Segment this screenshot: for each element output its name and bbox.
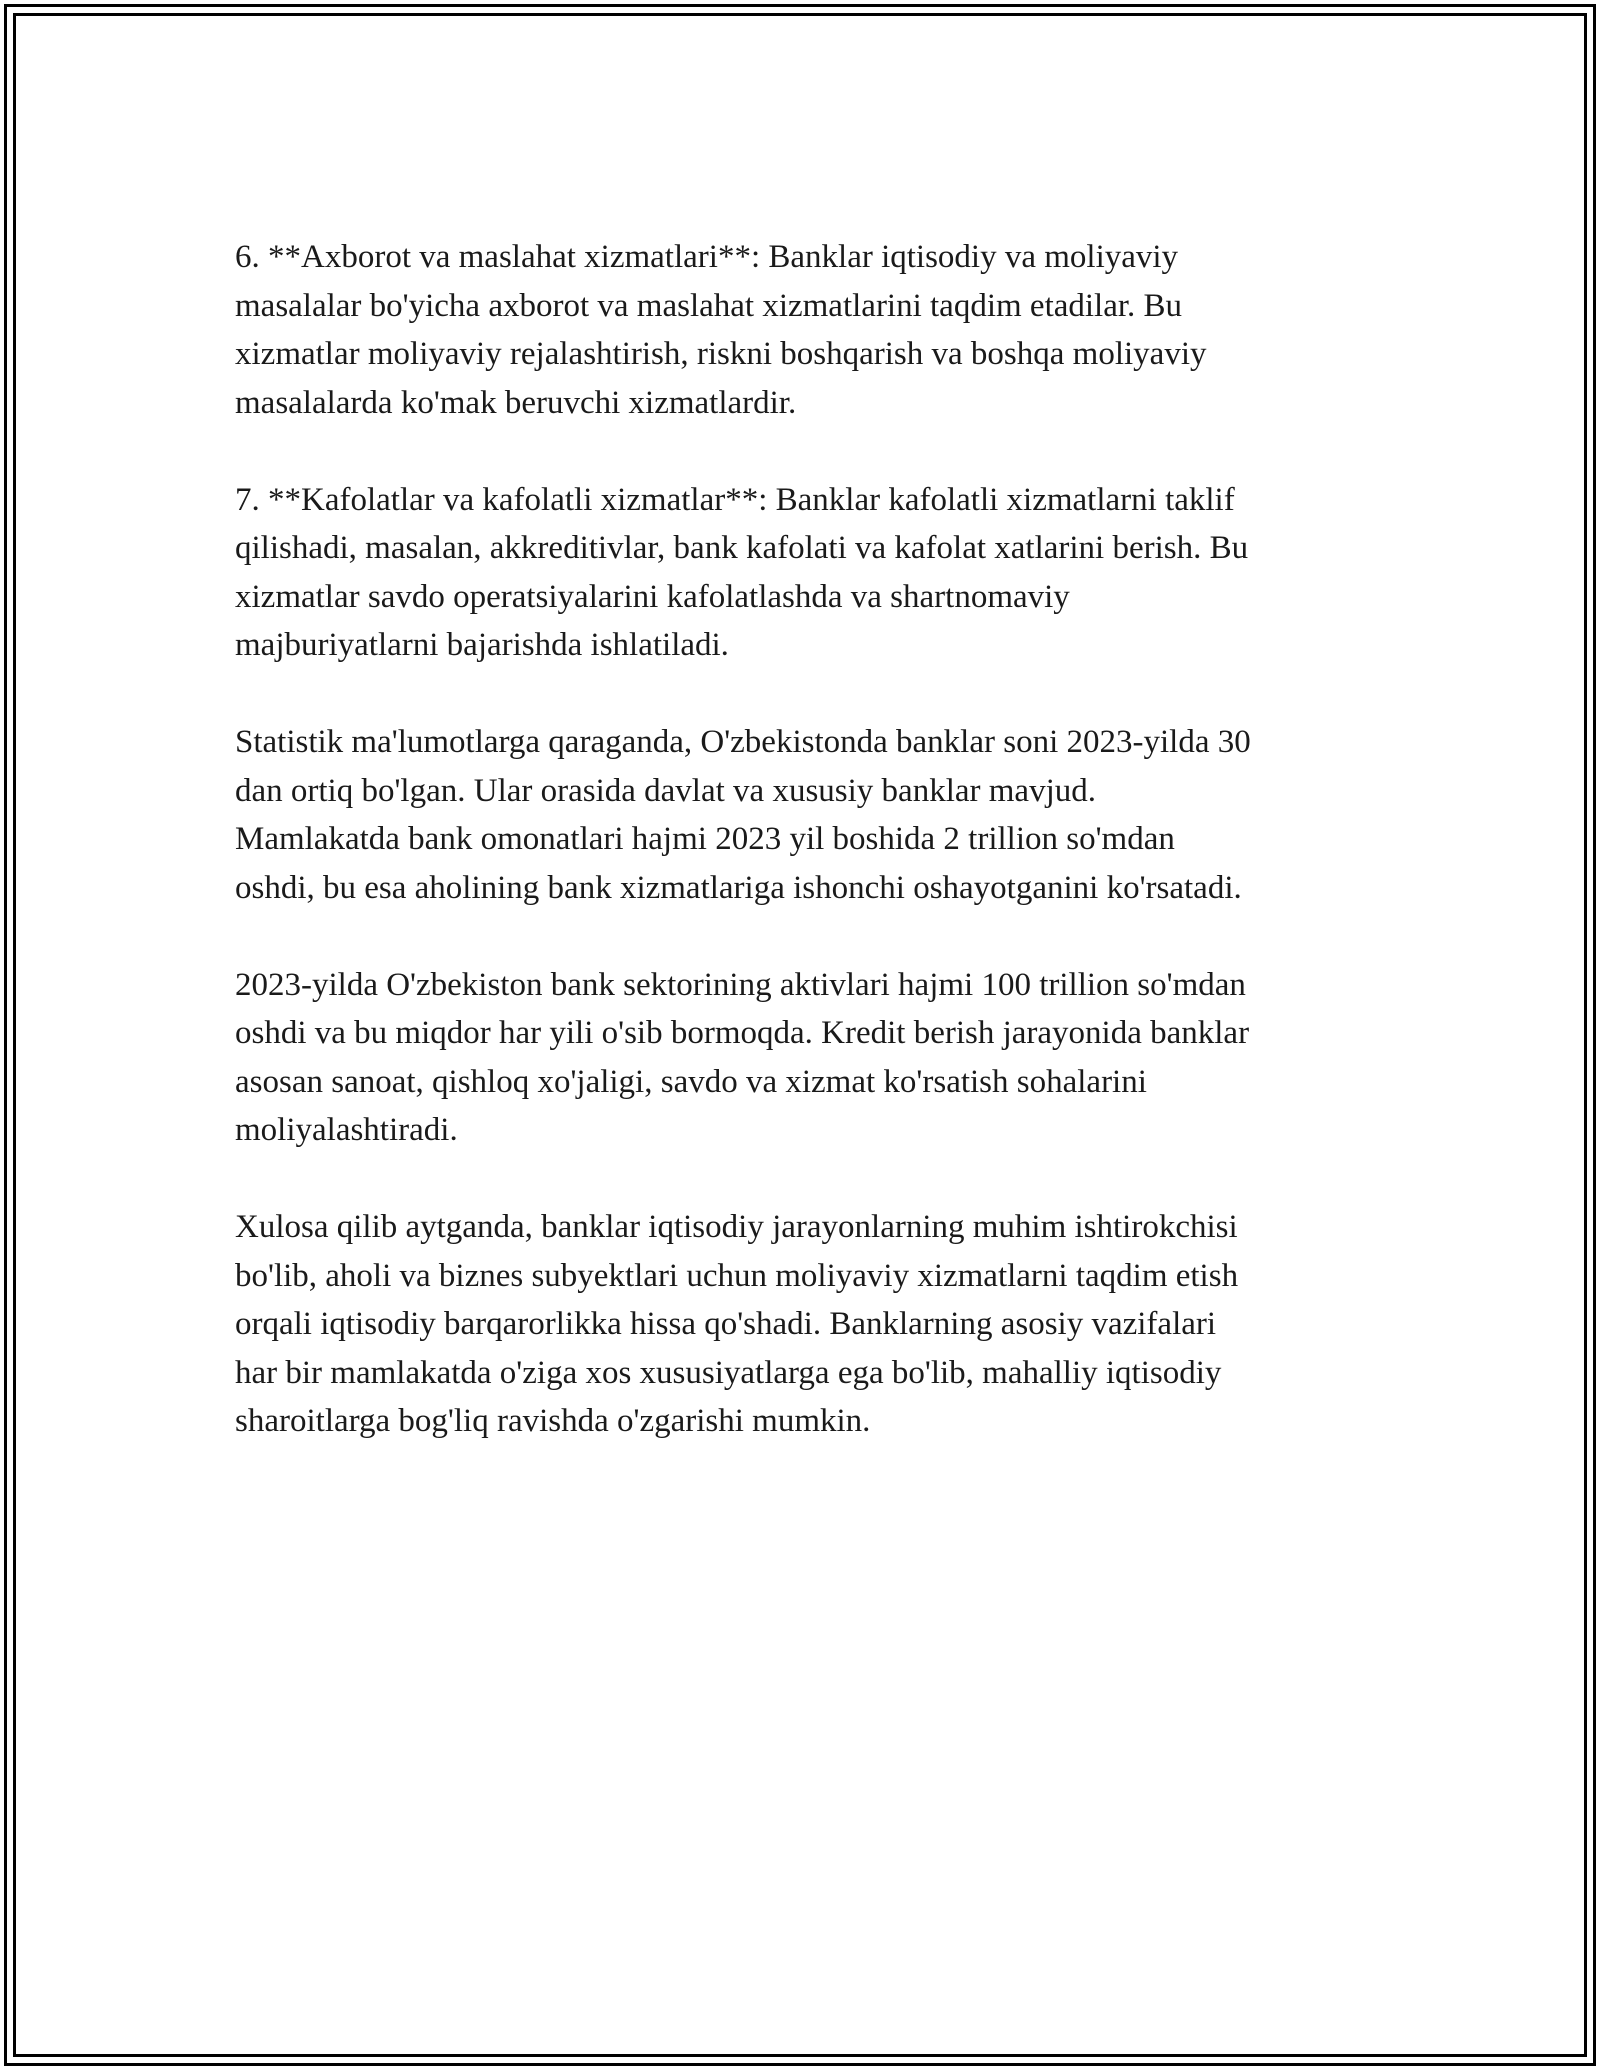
paragraph-informational-services: 6. **Axborot va maslahat xizmatlari**: Banklar iqtisodiy va moliyaviy masalalar bo'yicha axborot va maslahat xizmatlarini taqdim etadilar. Bu xizmatlar moliyaviy rejalashtirish, riskni boshqarish va boshqa moliyaviy masalalarda ko'mak beruvchi xizmatlardir. [235,239,1207,421]
document-body [235,233,1385,1494]
paragraph-guarantees: 7. **Kafolatlar va kafolatli xizmatlar**: Banklar kafolatli xizmatlarni taklif qilishadi, masalan, akkreditivlar, bank kafolati va kafolat xatlarini berish. Bu xizmatlar savdo operatsiyalarini kafolatlashda va shartnomaviy majburiyatlarni bajarishda ishlatiladi. [235,481,1249,663]
paragraph-bank-assets: 2023-yilda O'zbekiston bank sektorining aktivlari hajmi 100 trillion so'mdan oshdi va bu miqdor har yili o'sib bormoqda. Kredit berish jarayonida banklar asosan sanoat, qishloq xo'jaligi, savdo va xizmat ko'rsatish sohalarini moliyalashtiradi. [235,966,1250,1148]
paragraph-statistics: Statistik ma'lumotlarga qaraganda, O'zbekistonda banklar soni 2023-yilda 30 dan ortiq bo'lgan. Ular orasida davlat va xususiy banklar mavjud. Mamlakatda bank omonatlari hajmi 2023 yil boshida 2 trillion so'mdan oshdi, bu esa aholining bank xizmatlariga ishonchi oshayotganini ko'rsatadi. [235,724,1251,906]
paragraph-conclusion: Xulosa qilib aytganda, banklar iqtisodiy jarayonlarning muhim ishtirokchisi bo'lib, aholi va biznes subyektlari uchun moliyaviy xizmatlarni taqdim etish orqali iqtisodiy barqarorlikka hissa qo'shadi. Banklarning asosiy vazifalari har bir mamlakatda o'ziga xos xususiyatlarga ega bo'lib, mahalliy iqtisodiy sharoitlarga bog'liq ravishda o'zgarishi mumkin. [235,1209,1239,1439]
